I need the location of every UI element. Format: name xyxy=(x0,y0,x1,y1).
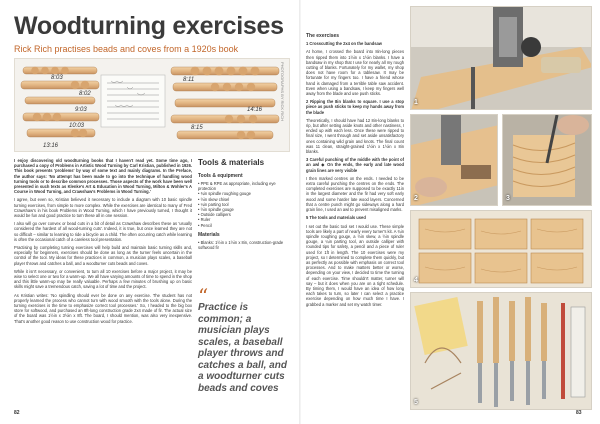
spindle-label: 8:02 xyxy=(79,91,91,97)
list-item: • Blanks: 1½in x 1½in x 8in, construction-grade softwood fir xyxy=(198,239,284,251)
equipment-list xyxy=(198,181,292,228)
list-item: • Ruler xyxy=(198,217,211,223)
paragraph: As Kristian writes: 'No spindling should ever be done on any exercise. The student has not properly learned the process who cannot turn with wood smooth with the tools alone. During the turning exercises is the time to emphasize correct tool processes.' So, I headed to the big box store for softwood, and purchased an 8ft-long construction grade 2x4 made of fir. The actual size of the board was 1½in x 3½in x 8ft. The board, I should mention, was also very inexpensive. That's another good reason to use construction wood for practice. xyxy=(14,292,192,324)
list-item: • PPE & RPE as appropriate, including eye protection xyxy=(198,181,276,192)
spindle-label: 14:16 xyxy=(247,107,263,113)
paragraph: At home, I crossed the board into 8in-long pieces then ripped them into 1½in x 1½in blanks. I have a bandsaw in my shop that I use for nearly all my rough cutting of blanks. Fortunately for my wallet, my shop does not have room for a tablesaw. It may be fortunate for my fingers too. I have a friend whose hand is damaged from a terrible table saw accident. Even when using a bandsaw, I keep my fingers well away from the blade and use push sticks. xyxy=(306,49,404,97)
materials-list xyxy=(198,240,292,250)
quote-mark: “ xyxy=(198,284,209,308)
paragraph: I also will go over convex or bead cuts in a bit of detail as Crawshaw describes these as 'usually considered the hardest of all wood-turning cuts'. Indeed, it is true, but once learned they are not so difficult – similar to learning to ride a bicycle as a child. The often occurring catch while learning is often the occasional catch of a careless tool presentation. xyxy=(14,221,192,242)
spindle-label: 8:03 xyxy=(51,75,63,81)
paragraph: I agree, but even so, Kristian believed it necessary to include a diagram with 10 basic spindle turning exercises, from simple to more complex. While the exercises are identical to many of Fred Crawshaw's in his book Problems in Wood Turning, which I have previously turned, I thought it would be fun and good practice to turn these all in one session. xyxy=(14,197,192,219)
tools-materials-box xyxy=(198,158,292,250)
spindle-label: 13:16 xyxy=(43,143,59,149)
list-item: • ½in spindle gouge xyxy=(198,207,234,213)
spindle-label: 8:15 xyxy=(191,125,203,131)
bandsaw-photo xyxy=(410,6,592,110)
photo-credit: PHOTOGRAPHS BY RICK RICH xyxy=(280,62,285,121)
list-item: • ¼in parting tool xyxy=(198,201,229,207)
sidebar-heading: Tools & materials xyxy=(198,158,265,167)
list-item: • ¾in spindle roughing gouge xyxy=(198,191,251,197)
blanks-photo xyxy=(410,210,592,288)
equipment-heading: Tools & equipment xyxy=(198,173,243,179)
article-standfirst: Rick Rich practises beads and coves from a 1920s book xyxy=(14,44,239,54)
photo-number: 3 xyxy=(506,195,510,202)
step-caption: 2 Ripping the 8in blanks to square. I use a stop piece as push sticks to keep my hands away from the blade xyxy=(306,99,404,115)
pull-quote-text: Practice is common; a musician plays scales, a baseball player throws and catches a ball, and a woodturner cuts beads and coves xyxy=(198,302,287,394)
spindle-label: 10:03 xyxy=(69,123,85,129)
photo-number: 1 xyxy=(414,99,418,106)
paragraph: I then marked centres on the ends. I needed to be extra careful punching the centres on the ends. The completed exercises are supposed to be exactly 11in in the largest diameter and the fir had very soft early wood and some harder late wood layers. Concerned that a centre punch might go sideways along a hard grain line, I used an awl to prevent misaligned marks. xyxy=(306,175,404,213)
body-text-column xyxy=(14,158,192,327)
end-grain-photo xyxy=(502,114,592,206)
page-number-right: 83 xyxy=(576,410,582,416)
materials-heading: Materials xyxy=(198,231,220,238)
paragraph: Practising by completing turning exercises will help build and maintain basic turning skills and, especially for beginners, exercises should be done as long as the turner feels uncertain in the control of the tool. My ideas for these practices in common, a musician plays scales, a baseball player throws and catches a ball, and a woodturner cuts beads and coves. xyxy=(14,245,192,266)
paragraph: I enjoy discovering old woodturning books that I haven't read yet. Some time ago, I purchased a copy of Problems in Artistic Wood Turning by Carl Kristian, published in 1926. This book presents 'problems' by way of some text and mainly diagrams. In the Preface, the author says: 'No attempt has been made to go into the technique of handling wood turning tools or to describe common processes. Those aspects of the work have been well presented in such texts as Klenke's Art & Education in Wood Turning, Milton & Wohler's A Course in Wood Turning, and Crawshaw's Problems in Wood Turning.' xyxy=(14,158,192,195)
page-number-left: 82 xyxy=(14,410,20,416)
exercise-steps-column xyxy=(306,34,404,310)
spindle-label: 8:11 xyxy=(183,77,195,83)
list-item: • ½in skew chisel xyxy=(198,196,230,202)
step-caption: 1 Crosscutting the 2x4 on the bandsaw xyxy=(306,41,382,47)
paragraph: I set out the basic tool set I would use. These simple tools are likely a part of nearly every turner's kit. A ¾in spindle roughing gouge, a ½in skew, a ½in spindle gouge, a ¼in parting tool, an outside calliper with rounded tips for safety, a pencil and a piece of ruler used for 1ft in length. The 10 exercises were my project, so I determined to complete them quickly, but as perfectly as possible with emphasis on correct tool processes. And to make matters better or worse, depending on your view, I decided to time the turning of each exercise. Time shouldn't matter, turner will say – but it does when you are on a tight schedule. By timing them, I would have an idea of how long each takes to turn, so later I can select a practice exercise depending on how much time I have. I grabbed a marker and set my watch timer. xyxy=(306,223,404,307)
photo-number: 5 xyxy=(414,399,418,406)
list-item: • Outside callipers xyxy=(198,212,231,218)
spindles-illustration xyxy=(15,59,290,152)
pull-quote xyxy=(198,284,292,394)
page-gutter xyxy=(299,0,301,424)
article-title: Woodturning exercises xyxy=(14,12,284,40)
steps-heading: The exercises xyxy=(306,33,340,39)
spindle-label: 9:03 xyxy=(75,107,87,113)
paragraph: Theoretically, I should have had 12 8in-long blanks to rip, but after setting aside knots and other nastiness, I ended up with each less. Once these were ripped to final size, I went through and set aside unsatisfactory ones containing wild grain and knots. The final count was 11 clean, straight-grained 1½in x 1½in x 8in blanks. xyxy=(306,117,404,155)
list-item: • Pencil xyxy=(198,222,212,228)
step-caption: 5 The tools and materials used xyxy=(306,215,366,221)
photo-number: 2 xyxy=(414,195,418,202)
tools-photo xyxy=(410,292,592,410)
turned-spindles-photo xyxy=(14,58,290,152)
step-caption: 3 Careful punching of the middle with the point of an awl ◆ On the ends, the early and late wood grain lines are very visible xyxy=(306,157,404,173)
ripping-photo xyxy=(410,114,498,206)
paragraph: While it isn't necessary, or convenient, to turn all 10 exercises before a major project, it may be wise to select one or two for a warm-up. We all have varying amounts of time to spend in the shop and this little warm-up may be really valuable. Perhaps a few minutes of brushing up on basic skills might save a tremendous catch, saving a lot of time and the project. xyxy=(14,268,192,290)
photo-number: 4 xyxy=(414,277,418,284)
